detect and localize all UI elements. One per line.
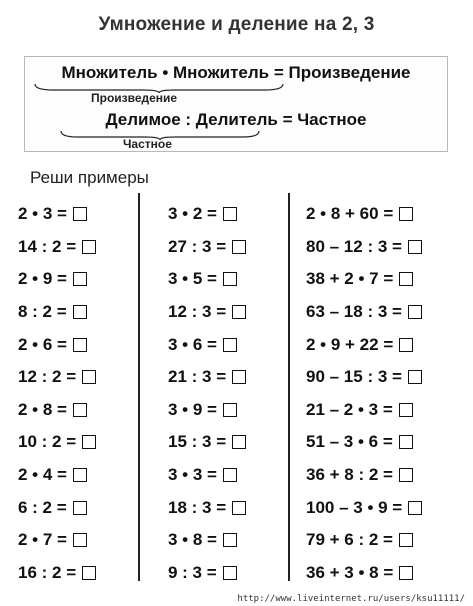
exercise-expression: 3 • 3 = [168, 465, 217, 485]
answer-box[interactable] [73, 207, 87, 221]
exercise-expression: 14 : 2 = [18, 236, 77, 256]
exercise-expression: 51 – 3 • 6 = [306, 432, 393, 452]
exercise-row [306, 361, 456, 394]
exercise-expression: 9 : 3 = [168, 562, 217, 582]
answer-box[interactable] [399, 272, 413, 286]
answer-box[interactable] [73, 305, 87, 319]
exercise-row [306, 426, 456, 459]
answer-box[interactable] [223, 338, 237, 352]
answer-box[interactable] [408, 240, 422, 254]
exercise-row [168, 198, 280, 231]
exercise-row [18, 459, 130, 492]
exercise-row [18, 491, 130, 524]
answer-box[interactable] [73, 501, 87, 515]
exercise-expression: 12 : 2 = [18, 367, 77, 387]
answer-box[interactable] [82, 566, 96, 580]
answer-box[interactable] [73, 403, 87, 417]
answer-box[interactable] [399, 533, 413, 547]
answer-box[interactable] [232, 370, 246, 384]
exercise-row [168, 328, 280, 361]
exercise-row [168, 263, 280, 296]
answer-box[interactable] [223, 207, 237, 221]
rules-box [24, 56, 448, 152]
exercise-expression: 8 : 2 = [18, 302, 67, 322]
exercise-row [18, 263, 130, 296]
exercise-expression: 38 + 2 • 7 = [306, 269, 394, 289]
exercise-expression: 2 • 8 = [18, 399, 67, 419]
exercise-expression: 2 • 6 = [18, 334, 67, 354]
exercise-row [18, 426, 130, 459]
answer-box[interactable] [399, 403, 413, 417]
answer-box[interactable] [399, 435, 413, 449]
answer-box[interactable] [408, 305, 422, 319]
exercise-column-1 [18, 198, 130, 589]
answer-box[interactable] [232, 501, 246, 515]
answer-box[interactable] [223, 566, 237, 580]
answer-box[interactable] [232, 435, 246, 449]
exercise-row [18, 394, 130, 427]
exercise-row [306, 459, 456, 492]
exercise-row [168, 231, 280, 264]
answer-box[interactable] [408, 501, 422, 515]
exercise-expression: 36 + 3 • 8 = [306, 562, 394, 582]
answer-box[interactable] [73, 272, 87, 286]
exercise-expression: 3 • 8 = [168, 530, 217, 550]
exercise-expression: 2 • 9 + 22 = [306, 334, 394, 354]
exercise-expression: 3 • 5 = [168, 269, 217, 289]
exercise-row [168, 557, 280, 590]
exercise-row [18, 557, 130, 590]
column-divider-1 [138, 193, 140, 581]
exercise-expression: 2 • 4 = [18, 465, 67, 485]
exercise-expression: 36 + 8 : 2 = [306, 465, 393, 485]
instruction: Реши примеры [30, 168, 149, 187]
exercise-row [168, 296, 280, 329]
exercise-row [306, 328, 456, 361]
exercise-expression: 6 : 2 = [18, 497, 67, 517]
exercise-expression: 2 • 3 = [18, 204, 67, 224]
exercise-row [168, 491, 280, 524]
exercise-row [168, 394, 280, 427]
exercise-column-2 [168, 198, 280, 589]
exercise-expression: 3 • 9 = [168, 399, 217, 419]
exercise-expression: 2 • 9 = [18, 269, 67, 289]
exercise-column-3 [306, 198, 456, 589]
exercise-expression: 90 – 15 : 3 = [306, 367, 402, 387]
answer-box[interactable] [399, 468, 413, 482]
answer-box[interactable] [223, 272, 237, 286]
answer-box[interactable] [73, 338, 87, 352]
exercise-expression: 16 : 2 = [18, 562, 77, 582]
exercise-expression: 3 • 2 = [168, 204, 217, 224]
exercise-row [168, 459, 280, 492]
exercise-row [168, 524, 280, 557]
exercise-expression: 3 • 6 = [168, 334, 217, 354]
exercise-expression: 21 : 3 = [168, 367, 227, 387]
exercise-expression: 27 : 3 = [168, 236, 227, 256]
answer-box[interactable] [82, 240, 96, 254]
exercise-expression: 80 – 12 : 3 = [306, 236, 402, 256]
exercise-expression: 2 • 8 + 60 = [306, 204, 394, 224]
exercise-expression: 21 – 2 • 3 = [306, 399, 393, 419]
answer-box[interactable] [399, 566, 413, 580]
exercise-expression: 10 : 2 = [18, 432, 77, 452]
answer-box[interactable] [232, 305, 246, 319]
quotient-label: Частное [123, 137, 172, 151]
exercise-row [168, 361, 280, 394]
exercise-expression: 12 : 3 = [168, 302, 227, 322]
exercise-expression: 100 – 3 • 9 = [306, 497, 403, 517]
answer-box[interactable] [82, 370, 96, 384]
answer-box[interactable] [399, 207, 413, 221]
answer-box[interactable] [223, 403, 237, 417]
exercise-row [306, 296, 456, 329]
exercise-row [18, 524, 130, 557]
exercise-row [18, 231, 130, 264]
exercise-row [306, 491, 456, 524]
column-divider-2 [288, 193, 290, 581]
answer-box[interactable] [73, 533, 87, 547]
answer-box[interactable] [223, 533, 237, 547]
exercise-row [306, 198, 456, 231]
exercise-expression: 79 + 6 : 2 = [306, 530, 393, 550]
answer-box[interactable] [82, 435, 96, 449]
exercise-row [18, 328, 130, 361]
exercise-row [306, 524, 456, 557]
exercise-expression: 63 – 18 : 3 = [306, 302, 402, 322]
product-label: Произведение [91, 91, 178, 105]
division-rule: Делимое : Делитель = Частное [105, 110, 367, 129]
exercise-row [18, 296, 130, 329]
multiplication-rule: Множитель • Множитель = Произведение [61, 63, 411, 82]
exercise-row [306, 263, 456, 296]
answer-box[interactable] [73, 468, 87, 482]
exercise-row [306, 231, 456, 264]
exercise-expression: 15 : 3 = [168, 432, 227, 452]
page-title: Умножение и деление на 2, 3 [98, 14, 375, 35]
answer-box[interactable] [232, 240, 246, 254]
exercise-row [306, 557, 456, 590]
exercise-row [306, 394, 456, 427]
answer-box[interactable] [223, 468, 237, 482]
exercise-row [18, 361, 130, 394]
exercise-row [18, 198, 130, 231]
exercise-expression: 18 : 3 = [168, 497, 227, 517]
footer-url: http://www.liveinternet.ru/users/ksu11111/ [237, 594, 465, 604]
exercise-row [168, 426, 280, 459]
answer-box[interactable] [399, 338, 413, 352]
exercise-expression: 2 • 7 = [18, 530, 67, 550]
answer-box[interactable] [408, 370, 422, 384]
